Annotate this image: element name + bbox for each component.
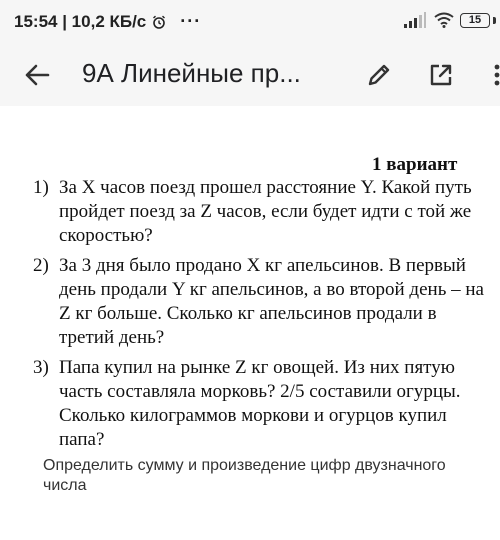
task-text: За X часов поезд прошел расстояние Y. Какой путь пройдет поезд за Z часов, если будет идти с той же скоростью? <box>59 177 472 246</box>
variant-heading: 1 вариант <box>372 154 458 175</box>
more-options-button[interactable] <box>484 58 500 92</box>
app-bar <box>0 44 500 106</box>
task-item <box>33 356 495 452</box>
open-in-new-icon <box>428 62 454 88</box>
pencil-icon <box>366 62 392 88</box>
status-right <box>404 12 496 28</box>
arrow-left-icon <box>24 62 50 88</box>
more-notifications-icon: ··· <box>180 11 202 31</box>
open-external-button[interactable] <box>424 58 458 92</box>
status-time-speed: 15:54 | 10,2 КБ/с <box>14 11 147 31</box>
back-button[interactable] <box>20 58 54 92</box>
document-content[interactable] <box>0 106 500 540</box>
signal-icon <box>404 12 426 28</box>
note-text: Определить сумму и произведение цифр двузначного числа <box>43 457 446 494</box>
more-vert-icon <box>484 58 500 92</box>
status-left <box>14 11 201 32</box>
status-bar <box>0 0 500 44</box>
task-number: 1) <box>33 177 49 198</box>
edit-button[interactable] <box>362 58 396 92</box>
task-number: 2) <box>33 255 49 276</box>
task-item <box>33 254 495 350</box>
battery-cap <box>493 17 496 24</box>
wifi-icon <box>434 12 454 28</box>
document-title: 9А Линейные пр... <box>82 58 301 88</box>
task-item <box>33 176 495 248</box>
task-text: Папа купил на рынке Z кг овощей. Из них пятую часть составляла морковь? 2/5 составили огурцы. Сколько килограммов моркови и огурцов купил папа? <box>59 357 461 450</box>
battery-icon <box>460 13 490 28</box>
alarm-icon <box>152 15 166 29</box>
task-number: 3) <box>33 357 49 378</box>
battery-level: 15 <box>468 14 482 26</box>
task-list <box>33 176 495 458</box>
task-text: За 3 дня было продано X кг апельсинов. В первый день продали Y кг апельсинов, а во второй день – на Z кг больше. Сколько кг апельсинов продали в третий день? <box>59 255 484 348</box>
